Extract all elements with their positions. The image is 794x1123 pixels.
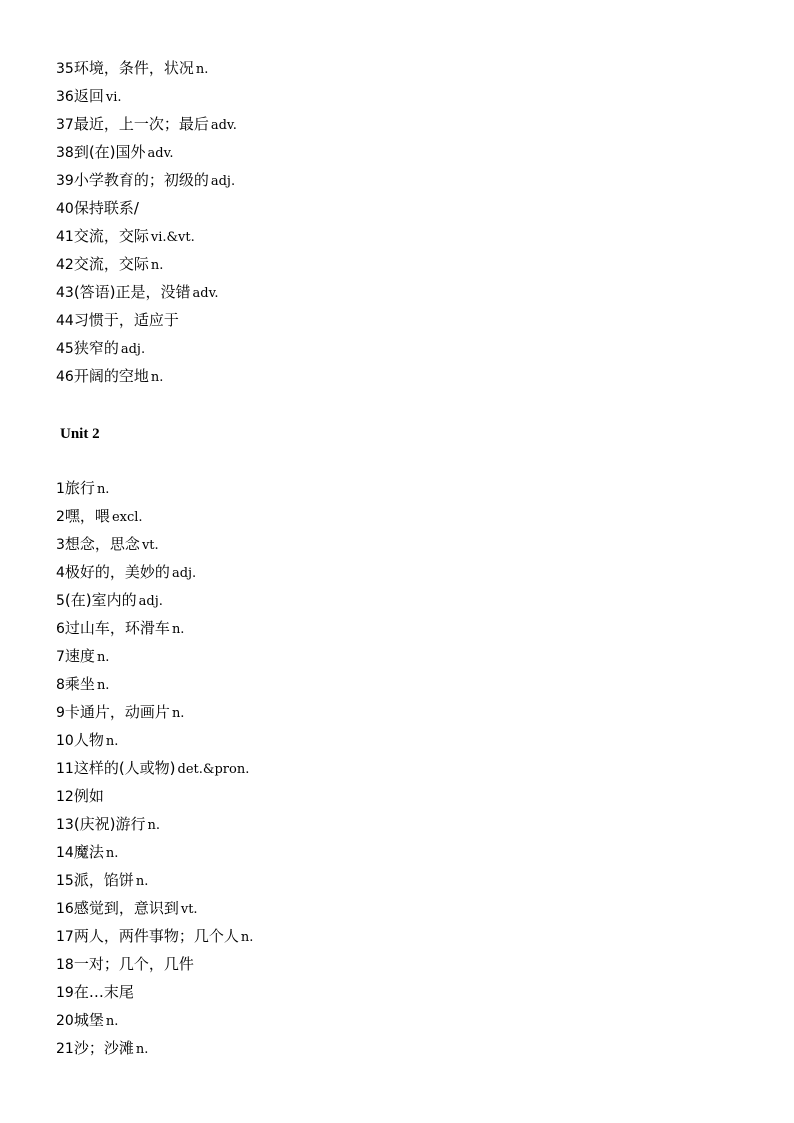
- vocab-item-meaning: 感觉到，意识到: [73, 899, 179, 917]
- vocab-item-part-of-speech: n.: [105, 734, 119, 749]
- vocab-item-number: 12: [56, 789, 74, 805]
- vocab-item-number: 21: [56, 1041, 74, 1057]
- vocab-item-number: 13: [56, 817, 74, 833]
- vocab-item-number: 39: [56, 173, 74, 189]
- vocab-item: [56, 586, 163, 614]
- vocab-item: [56, 894, 198, 922]
- vocab-item-number: 2: [56, 509, 65, 525]
- vocab-item-meaning: 一对；几个，几件: [73, 955, 194, 973]
- vocab-item-meaning: (在)室内的: [64, 591, 137, 609]
- vocab-item-part-of-speech: det.&pron.: [177, 762, 250, 777]
- vocab-item: [56, 54, 208, 82]
- vocab-item-number: 3: [56, 537, 65, 553]
- vocab-item-part-of-speech: adj.: [138, 594, 163, 609]
- vocab-item: [56, 978, 136, 1006]
- vocab-item-meaning: 保持联系/: [73, 199, 139, 217]
- vocab-item-meaning: 沙；沙滩: [73, 1039, 134, 1057]
- vocab-item-meaning: 习惯于，适应于: [73, 311, 179, 329]
- vocab-item-meaning: 极好的，美妙的: [64, 563, 170, 581]
- vocab-item-meaning: 卡通片，动画片: [64, 703, 170, 721]
- vocab-item: [56, 838, 118, 866]
- vocab-item-meaning: 想念，思念: [64, 535, 140, 553]
- vocab-item-number: 9: [56, 705, 65, 721]
- vocab-item-part-of-speech: vt.: [141, 538, 159, 553]
- vocab-item: [56, 866, 148, 894]
- vocab-item-meaning: 魔法: [73, 843, 104, 861]
- vocab-item-number: 7: [56, 649, 65, 665]
- vocab-item-number: 18: [56, 957, 74, 973]
- vocab-item: [56, 362, 163, 390]
- vocab-item-part-of-speech: adv.: [192, 286, 219, 301]
- vocab-item: [56, 670, 109, 698]
- vocab-item-part-of-speech: n.: [171, 706, 185, 721]
- vocab-item: [56, 166, 235, 194]
- vocab-item-meaning: 交流，交际: [73, 227, 149, 245]
- vocab-item-meaning: 过山车，环滑车: [64, 619, 170, 637]
- vocab-item-number: 8: [56, 677, 65, 693]
- vocab-item: [56, 1034, 148, 1062]
- vocab-item-number: 4: [56, 565, 65, 581]
- vocab-item-meaning: 例如: [73, 787, 104, 805]
- vocab-item: [56, 726, 118, 754]
- vocab-item: [56, 614, 184, 642]
- vocab-item-meaning: 到(在)国外: [73, 143, 146, 161]
- vocab-item-part-of-speech: n.: [96, 482, 110, 497]
- vocab-item: [56, 754, 249, 782]
- vocab-item-number: 36: [56, 89, 74, 105]
- vocab-item-part-of-speech: n.: [96, 678, 110, 693]
- vocab-item-number: 1: [56, 481, 65, 497]
- vocab-item-part-of-speech: n.: [240, 930, 254, 945]
- vocab-item-part-of-speech: adj.: [171, 566, 197, 581]
- vocab-item: [56, 474, 109, 502]
- vocab-item-meaning: 小学教育的；初级的: [73, 171, 209, 189]
- vocab-item-part-of-speech: n.: [171, 622, 185, 637]
- vocab-item-meaning: 速度: [64, 647, 95, 665]
- vocab-item-number: 10: [56, 733, 74, 749]
- vocab-item-part-of-speech: n.: [105, 846, 119, 861]
- vocab-item-meaning: (答语)正是，没错: [73, 283, 191, 301]
- vocab-item-part-of-speech: n.: [147, 818, 161, 833]
- vocab-item-meaning: 交流，交际: [73, 255, 149, 273]
- vocab-item-meaning: 两人，两件事物；几个人: [73, 927, 239, 945]
- vocab-item-number: 16: [56, 901, 74, 917]
- vocab-item-number: 15: [56, 873, 74, 889]
- vocab-item-number: 6: [56, 621, 65, 637]
- vocab-item-meaning: 乘坐: [64, 675, 95, 693]
- vocab-item: [56, 810, 160, 838]
- vocab-item-part-of-speech: n.: [195, 62, 209, 77]
- vocab-item-part-of-speech: adv.: [147, 146, 174, 161]
- vocab-item-part-of-speech: n.: [135, 874, 149, 889]
- vocab-item-number: 14: [56, 845, 74, 861]
- vocab-item-meaning: 这样的(人或物): [73, 759, 176, 777]
- vocab-item-meaning: 嘿，喂: [64, 507, 110, 525]
- vocab-item-meaning: 旅行: [64, 479, 95, 497]
- vocab-item: [56, 222, 195, 250]
- vocab-item: [56, 782, 106, 810]
- vocab-item-part-of-speech: vi.: [105, 90, 122, 105]
- vocab-item: [56, 278, 219, 306]
- vocab-item: [56, 306, 181, 334]
- vocab-item-meaning: 人物: [73, 731, 104, 749]
- vocab-item-part-of-speech: excl.: [111, 510, 143, 525]
- vocab-item-meaning: 在…末尾: [73, 983, 134, 1001]
- vocab-item-number: 35: [56, 61, 74, 77]
- vocab-item: [56, 138, 174, 166]
- vocab-item: [56, 922, 253, 950]
- vocab-item-number: 20: [56, 1013, 74, 1029]
- vocab-item-number: 45: [56, 341, 74, 357]
- vocab-item-part-of-speech: n.: [105, 1014, 119, 1029]
- vocab-item-part-of-speech: n.: [135, 1042, 149, 1057]
- vocab-item-number: 41: [56, 229, 74, 245]
- vocab-item-number: 46: [56, 369, 74, 385]
- vocab-item: [56, 698, 184, 726]
- vocab-item-number: 42: [56, 257, 74, 273]
- vocab-item-number: 37: [56, 117, 74, 133]
- vocab-item: [56, 530, 159, 558]
- vocab-item-part-of-speech: adj.: [120, 342, 146, 357]
- vocab-item-number: 11: [56, 761, 74, 777]
- vocab-item-meaning: 环境，条件，状况: [73, 59, 194, 77]
- vocab-item: [56, 1006, 118, 1034]
- vocab-item-part-of-speech: adj.: [210, 174, 236, 189]
- vocab-item-meaning: 派，馅饼: [73, 871, 134, 889]
- vocab-item: [56, 334, 145, 362]
- vocab-item-meaning: (庆祝)游行: [73, 815, 146, 833]
- vocab-item-number: 17: [56, 929, 74, 945]
- vocab-item-part-of-speech: vt.: [180, 902, 198, 917]
- vocab-item: [56, 642, 109, 670]
- vocab-item: [56, 250, 163, 278]
- vocab-item-number: 38: [56, 145, 74, 161]
- vocab-item-meaning: 最近，上一次；最后: [73, 115, 209, 133]
- vocab-item: [56, 110, 237, 138]
- vocab-item: [56, 82, 121, 110]
- vocab-item-meaning: 城堡: [73, 1011, 104, 1029]
- vocab-item: [56, 558, 196, 586]
- vocab-item: [56, 194, 141, 222]
- vocab-item-number: 40: [56, 201, 74, 217]
- vocab-item-meaning: 返回: [73, 87, 104, 105]
- vocab-item-meaning: 开阔的空地: [73, 367, 149, 385]
- vocab-item-part-of-speech: n.: [150, 370, 164, 385]
- vocab-item: [56, 950, 196, 978]
- vocab-item-part-of-speech: n.: [96, 650, 110, 665]
- vocab-item-number: 5: [56, 593, 65, 609]
- vocab-item-number: 44: [56, 313, 74, 329]
- vocab-item: [56, 502, 143, 530]
- vocab-item-part-of-speech: vi.&vt.: [150, 230, 195, 245]
- vocab-item-part-of-speech: adv.: [210, 118, 237, 133]
- vocab-item-meaning: 狭窄的: [73, 339, 119, 357]
- vocab-item-number: 19: [56, 985, 74, 1001]
- unit-title: Unit 2: [60, 426, 100, 442]
- vocab-item-part-of-speech: n.: [150, 258, 164, 273]
- vocab-item-number: 43: [56, 285, 74, 301]
